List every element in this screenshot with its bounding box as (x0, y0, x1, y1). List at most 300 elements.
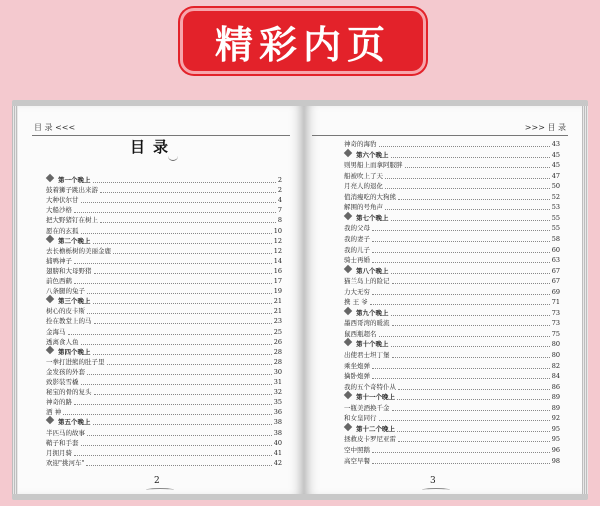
dot-leader (391, 341, 550, 347)
toc-page-number: 31 (273, 378, 282, 386)
toc-entry-row (46, 315, 282, 325)
toc-title-text: 半匹马的故事 (46, 428, 85, 437)
toc-entry-title (344, 457, 372, 465)
toc-entry-title (344, 224, 372, 232)
dot-leader (372, 363, 550, 369)
toc-entry-title (344, 288, 372, 296)
toc-title-text: 月亮人的退化 (344, 182, 383, 191)
toc-section-title (344, 392, 397, 401)
dot-leader (391, 215, 550, 221)
toc-page-number: 42 (273, 458, 282, 467)
toc-title-text: 愿在的玄狐 (46, 226, 79, 235)
toc-page-number: 67 (551, 277, 560, 286)
toc-entry-title (344, 193, 398, 201)
toc-title-text: 我的父母 (344, 224, 370, 233)
toc-page-number: 26 (273, 337, 282, 346)
toc-page-number: 69 (551, 287, 560, 296)
dot-leader (81, 379, 272, 385)
running-head-left: 目 录 <<< (34, 123, 76, 132)
toc-section-row (46, 235, 282, 245)
page-number-right: 3 (430, 476, 436, 486)
toc-entry-row (46, 457, 282, 467)
toc-page-number: 8 (277, 216, 282, 225)
diamond-bullet-icon (344, 338, 352, 346)
toc-entry-row (344, 444, 560, 454)
header-rule-right (312, 135, 568, 136)
toc-entry-title (46, 267, 94, 275)
toc-title-text: 翅膀和大母野猪 (46, 266, 92, 275)
toc-title-text: 和女皇同行 (344, 414, 377, 423)
toc-title-text: 船被吹上了天 (344, 171, 383, 180)
dot-leader (93, 298, 272, 304)
toc-entry-title (46, 227, 81, 235)
toc-page-number: 98 (551, 456, 560, 465)
toc-entry-row (344, 138, 560, 148)
toc-section-row (344, 338, 560, 348)
dot-leader (379, 331, 550, 337)
dot-leader (86, 460, 271, 466)
toc-title-text: 神奇的路 (46, 398, 72, 407)
dot-leader (372, 236, 550, 242)
toc-page-number: 40 (273, 438, 282, 447)
toc-entry-title (344, 351, 392, 359)
toc-entry-title (344, 246, 372, 254)
toc-page-number: 41 (273, 448, 282, 457)
toc-entry-row (46, 194, 282, 204)
toc-page-number: 53 (551, 203, 560, 212)
toc-section-row (46, 416, 282, 426)
toc-page-number: 2 (277, 186, 282, 195)
toc-entry-title (46, 358, 107, 366)
toc-page-number: 89 (551, 393, 560, 402)
toc-title: 目录 (130, 138, 177, 156)
toc-entry-title (344, 161, 405, 169)
toc-entry-title (344, 383, 398, 391)
toc-page-number: 38 (273, 428, 282, 437)
toc-title-text: 第四个晚上 (58, 347, 91, 356)
open-book (12, 100, 588, 500)
dot-leader (87, 369, 272, 375)
toc-entry-title (46, 257, 74, 265)
dot-leader (372, 247, 550, 253)
diamond-bullet-icon (344, 423, 352, 431)
toc-title-text: 大种伏尔甘 (46, 196, 79, 205)
toc-entry-title (46, 429, 87, 437)
toc-section-row (344, 265, 560, 275)
toc-entry-title (344, 182, 385, 190)
toc-entry-title (46, 338, 81, 346)
toc-page-number: 21 (273, 297, 282, 306)
toc-page-number: 38 (273, 418, 282, 427)
toc-page-number: 60 (551, 245, 560, 254)
toc-entry-title (46, 206, 74, 214)
toc-title-text: 拯救皮卡罗尼亚雷 (344, 435, 396, 444)
toc-page-number: 45 (551, 150, 560, 159)
toc-title-text: 前色西鹤 (46, 277, 72, 285)
toc-entry-row (344, 170, 560, 180)
toc-entry-row (46, 406, 282, 416)
toc-entry-row (46, 326, 282, 336)
toc-page-number: 55 (551, 224, 560, 233)
toc-title-text: 力大无穷 (344, 287, 370, 296)
diamond-bullet-icon (46, 174, 54, 182)
toc-title-text: 第一个晚上 (58, 176, 91, 184)
dot-leader (81, 339, 272, 345)
toc-section-title (46, 296, 93, 305)
toc-entry-row (344, 191, 560, 201)
toc-page-number: 96 (551, 445, 560, 454)
toc-section-row (344, 212, 560, 222)
toc-title-text: 金发孩的外套 (46, 367, 85, 376)
diamond-bullet-icon (344, 148, 352, 156)
toc-section-title (344, 339, 391, 348)
dot-leader (87, 430, 272, 436)
banner-title: 精彩内页 (214, 22, 391, 67)
toc-title-text: 墨西哥湾的暖流 (344, 319, 390, 328)
toc-entry-title (46, 277, 74, 285)
toc-entry-title (46, 439, 81, 447)
dot-leader (74, 450, 272, 456)
dot-leader (372, 289, 550, 295)
toc-entry-row (46, 285, 282, 295)
toc-page-number: 23 (273, 317, 282, 326)
toc-entry-row (46, 356, 282, 366)
toc-page-number: 80 (551, 340, 560, 349)
toc-page-number: 32 (273, 388, 282, 397)
toc-entry-row (344, 159, 560, 169)
toc-page-number: 17 (273, 277, 282, 285)
toc-entry-row (46, 275, 282, 285)
toc-title-text: 我的五个奇特仆从 (344, 382, 396, 391)
toc-entry-title (344, 277, 392, 285)
toc-title-text: 第六个晚上 (356, 150, 389, 159)
diamond-bullet-icon (46, 416, 54, 424)
toc-title-text: 高空早餐 (344, 456, 370, 465)
toc-page-number: 80 (551, 351, 560, 359)
dot-leader (107, 359, 272, 365)
toc-page-number: 71 (551, 298, 560, 307)
toc-page-number: 92 (551, 414, 560, 423)
toc-entry-row (344, 201, 560, 211)
toc-page-number: 25 (273, 327, 282, 336)
toc-page-number: 75 (551, 329, 560, 338)
dot-leader (370, 299, 550, 305)
toc-entry-row (344, 381, 560, 391)
dot-leader (397, 426, 550, 432)
toc-entry-title (344, 235, 372, 243)
page-edge-right (582, 106, 588, 494)
dot-leader (379, 141, 550, 147)
toc-page-number: 63 (551, 256, 560, 265)
toc-section-title (46, 236, 93, 245)
toc-entry-title (344, 414, 379, 422)
left-page (18, 106, 304, 494)
toc-section-row (46, 295, 282, 305)
dot-leader (100, 217, 276, 223)
dot-leader (398, 194, 550, 200)
toc-page-number: 36 (273, 408, 282, 417)
toc-entry-row (344, 412, 560, 422)
dot-leader (63, 409, 272, 415)
dot-leader (93, 238, 272, 244)
toc-title-text: 则男船上而拿阿服胖 (344, 161, 403, 170)
dot-leader (391, 310, 550, 316)
toc-section-title (46, 417, 93, 426)
dot-leader (372, 447, 550, 453)
toc-page-number: 52 (551, 192, 560, 201)
toc-section-row (344, 423, 560, 433)
dot-leader (100, 187, 276, 193)
dot-leader (372, 225, 550, 231)
toc-page-number: 47 (551, 171, 560, 180)
diamond-bullet-icon (46, 295, 54, 303)
dot-leader (93, 349, 272, 355)
toc-entry-row (344, 370, 560, 380)
diamond-bullet-icon (344, 212, 352, 220)
dot-leader (392, 320, 550, 326)
dot-leader (398, 436, 550, 442)
toc-entry-row (46, 447, 282, 457)
toc-page-number: 7 (277, 206, 282, 215)
toc-title-text: 洒 神 (46, 408, 62, 417)
dot-leader (81, 228, 272, 234)
toc-page-number: 84 (551, 372, 560, 381)
diamond-bullet-icon (344, 307, 352, 315)
toc-title-text: 出使君士坦丁堡 (344, 351, 390, 359)
toc-page-number: 28 (273, 357, 282, 366)
dot-leader (93, 177, 276, 183)
toc-title-text: 月拥月骑 (46, 448, 72, 457)
dot-leader (87, 308, 272, 314)
toc-page-number: 12 (273, 246, 282, 255)
toc-entry-row (46, 265, 282, 275)
toc-entry-title (46, 449, 74, 457)
toc-section-row (344, 149, 560, 159)
toc-title-text: 一拳打进熊的肚子里 (46, 357, 105, 366)
toc-title-text: 携 王 爷 (344, 298, 368, 307)
toc-page-number: 89 (551, 403, 560, 412)
toc-page-number: 10 (273, 226, 282, 235)
dot-leader (372, 257, 550, 263)
toc-entry-row (344, 349, 560, 359)
toc-page-number: 55 (551, 213, 560, 222)
page-number-ornament-right (422, 488, 450, 492)
toc-title-text: 拴在教堂上的马 (46, 317, 92, 326)
running-head-right: >>> 目 录 (524, 123, 566, 132)
toc-title-text: 第七个晚上 (356, 213, 389, 222)
dot-leader (74, 399, 272, 405)
toc-entry-title (344, 203, 385, 211)
toc-title-text: 第八个晚上 (356, 266, 389, 275)
toc-title-text: 鞘子和手套 (46, 438, 79, 447)
toc-title-text: 一瓶美酒换千金 (344, 403, 390, 412)
toc-title-text: 鼓着狮子跳出来游 (46, 186, 98, 195)
toc-page-number: 35 (273, 398, 282, 407)
toc-entry-row (46, 366, 282, 376)
toc-entry-title (46, 368, 87, 376)
toc-title-text: 第九个晚上 (356, 308, 389, 317)
toc-entry-row (46, 437, 282, 447)
toc-section-row (46, 346, 282, 356)
toc-entry-title (46, 287, 87, 295)
toc-title-text: 擒卧炮弹 (344, 372, 370, 381)
dot-leader (68, 329, 272, 335)
toc-title-text: 猫兰岛上的险记 (344, 277, 390, 286)
toc-title-text: 捕鸭神子 (46, 256, 72, 265)
toc-page-number: 58 (551, 234, 560, 243)
toc-title-text: 金海马 (46, 327, 66, 336)
toc-entry-title (46, 398, 74, 406)
toc-title-text: 第十个晚上 (356, 340, 389, 349)
toc-entry-title (46, 459, 86, 467)
toc-section-row (46, 174, 282, 184)
toc-title-text: 第三个晚上 (58, 297, 91, 306)
toc-title-text: 八条腿的兔子 (46, 287, 85, 296)
toc-section-title (344, 266, 391, 275)
toc-page-number: 12 (273, 236, 282, 245)
toc-entry-row (344, 222, 560, 232)
dot-leader (385, 173, 550, 179)
toc-entry-row (46, 214, 282, 224)
dot-leader (392, 352, 550, 358)
toc-title-text: 乘坐炮弹 (344, 361, 370, 370)
toc-title-text: 第十二个晚上 (356, 424, 395, 433)
toc-title-text: 第二个晚上 (58, 236, 91, 245)
dot-leader (113, 248, 272, 254)
toc-title-text: 我的儿子 (344, 245, 370, 254)
dot-leader (81, 440, 272, 446)
dot-leader (81, 197, 276, 203)
toc-entry-row (46, 184, 282, 194)
toc-entry-title (46, 328, 68, 336)
toc-entry-title (46, 196, 81, 204)
toc-section-row (344, 391, 560, 401)
toc-section-title (46, 347, 93, 356)
dot-leader (385, 204, 550, 210)
toc-page-number: 86 (551, 382, 560, 391)
toc-entry-title (46, 408, 63, 416)
dot-leader (372, 458, 550, 464)
toc-page-number: 21 (273, 307, 282, 316)
toc-entry-title (46, 216, 100, 224)
toc-page-number: 95 (551, 424, 560, 433)
diamond-bullet-icon (344, 391, 352, 399)
toc-page-number: 14 (273, 256, 282, 265)
diamond-bullet-icon (344, 264, 352, 272)
toc-title-text: 第五个晚上 (58, 418, 91, 427)
toc-title-text: 鼠西瓶超名 (344, 329, 377, 338)
toc-page-number: 73 (551, 319, 560, 328)
toc-entry-title (46, 247, 113, 255)
toc-title-text: 解围的号角声 (344, 203, 383, 212)
toc-entry-row (344, 244, 560, 254)
toc-title-text: 秘宝的骨的复头 (46, 388, 92, 397)
toc-entry-row (344, 433, 560, 443)
toc-entry-title (344, 435, 398, 443)
toc-page-number: 4 (277, 196, 282, 205)
toc-entry-title (46, 317, 94, 325)
toc-entry-title (46, 388, 94, 396)
toc-section-row (344, 307, 560, 317)
dot-leader (93, 419, 272, 425)
toc-entry-row (46, 427, 282, 437)
toc-page-number: 16 (273, 266, 282, 275)
toc-title-text: 空中照鹅 (344, 445, 370, 454)
dot-leader (392, 278, 550, 284)
toc-entry-row (344, 233, 560, 243)
dot-leader (379, 415, 550, 421)
page-number-ornament-left (146, 488, 174, 492)
toc-entry-row (46, 204, 282, 214)
toc-entry-row (46, 225, 282, 235)
toc-title-text: 把大野猪钉在树上 (46, 216, 98, 225)
dot-leader (74, 258, 272, 264)
toc-entry-title (344, 172, 385, 180)
toc-section-title (344, 150, 391, 159)
dot-leader (392, 405, 550, 411)
dot-leader (372, 373, 550, 379)
banner (180, 8, 426, 74)
toc-title-text: 骑士再婚 (344, 256, 370, 265)
toc-entry-row (46, 376, 282, 386)
toc-entry-row (46, 386, 282, 396)
toc-entry-title (344, 446, 372, 454)
toc-entry-title (344, 330, 379, 338)
toc-page-number: 19 (273, 287, 282, 296)
dot-leader (397, 394, 550, 400)
dot-leader (74, 278, 272, 284)
toc-title-text: 第十一个晚上 (356, 393, 395, 402)
toc-entry-title (344, 256, 372, 264)
diamond-bullet-icon (46, 234, 54, 242)
toc-page-number: 50 (551, 182, 560, 191)
toc-entry-row (46, 255, 282, 265)
toc-entry-row (46, 245, 282, 255)
toc-page-number: 45 (551, 161, 560, 170)
toc-page-number: 67 (551, 266, 560, 275)
toc-page-number: 2 (277, 176, 282, 184)
toc-title-text: 神奇的海豹 (344, 140, 377, 148)
toc-entry-title (344, 404, 392, 412)
toc-title-text: 大船沙格 (46, 206, 72, 215)
toc-entry-title (344, 362, 372, 370)
toc-entry-row (344, 286, 560, 296)
dot-leader (385, 183, 550, 189)
dot-leader (74, 207, 276, 213)
toc-section-title (344, 424, 397, 433)
dot-leader (391, 152, 550, 158)
toc-entry-title (46, 307, 87, 315)
toc-entry-title (46, 378, 81, 386)
dot-leader (87, 288, 272, 294)
diamond-bullet-icon (46, 345, 54, 353)
toc-entry-title (344, 319, 392, 327)
toc-section-title (344, 308, 391, 317)
toc-section-title (344, 213, 391, 222)
toc-entry-row (46, 396, 282, 406)
toc-entry-row (344, 180, 560, 190)
toc-entry-title (344, 372, 372, 380)
toc-page-number: 73 (551, 308, 560, 317)
dot-leader (398, 384, 550, 390)
toc-entry-row (344, 402, 560, 412)
toc-title-text: 欢迎"挑河车" (46, 458, 85, 467)
right-page (304, 106, 582, 494)
toc-entry-title (46, 186, 100, 194)
toc-entry-row (344, 360, 560, 370)
toc-entry-row (46, 305, 282, 315)
dot-leader (94, 318, 272, 324)
